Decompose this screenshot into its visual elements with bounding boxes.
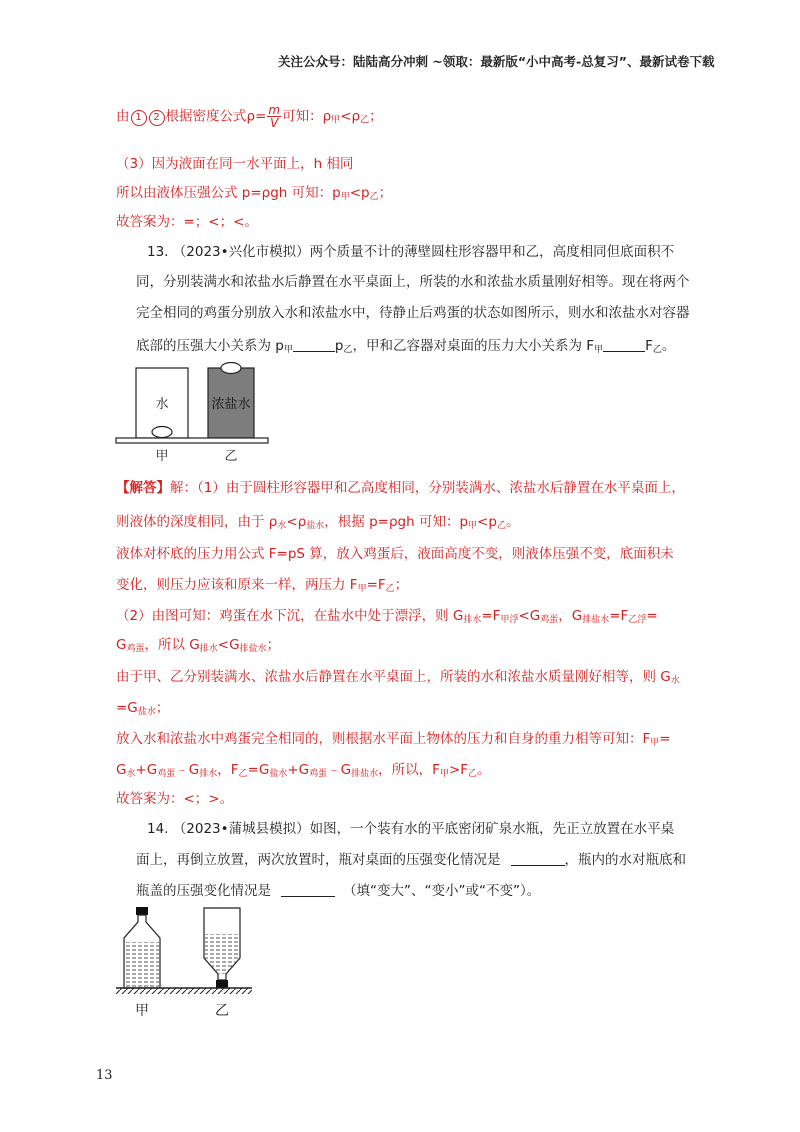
subscript: 鸡蛋 — [309, 769, 328, 779]
subscript: 排水 — [199, 644, 218, 654]
question-14-line: 14. （2023•蒲城县模拟）如图，一个装有水的平底密闭矿泉水瓶，先正立放置在水平桌 — [147, 821, 675, 837]
fraction — [267, 104, 281, 129]
text: 由于甲、乙分别装满水、浓盐水后静置在水平桌面上，所装的水和浓盐水质量刚好相等，则 G — [116, 669, 671, 685]
text: =F — [609, 608, 629, 624]
subscript: 乙 — [238, 769, 248, 779]
text: 面上，再倒立放置，两次放置时，瓶对桌面的压强变化情况是 — [136, 852, 501, 868]
subscript: 水 — [126, 769, 136, 779]
yi-label: 乙 — [215, 1003, 229, 1019]
page-number: 13 — [96, 1068, 113, 1083]
text: <G — [518, 608, 541, 624]
text: <ρ — [340, 108, 361, 125]
subscript: 水 — [670, 676, 680, 686]
subscript: 鸡蛋 — [157, 769, 176, 779]
text: =F — [481, 608, 501, 624]
solution-line — [116, 665, 680, 686]
text: ； — [378, 185, 393, 201]
text: 放入水和浓盐水中鸡蛋完全相同的，则根据水平面上物体的压力和自身的重力相等可知：F — [116, 731, 651, 747]
subscript: 甲 — [340, 192, 350, 202]
subscript: 排盐水 — [582, 615, 610, 625]
text: ； — [266, 637, 281, 653]
jia-label: 甲 — [155, 449, 169, 464]
text: ﹣G — [327, 762, 352, 778]
subscript: 排盐水 — [239, 644, 267, 654]
answer-line: 故答案为：=；<；<。 — [116, 214, 258, 230]
brine-label: 浓盐水 — [211, 397, 251, 412]
bottles-figure — [114, 900, 254, 1020]
question-13-line: 同，分别装满水和浓盐水后静置在水平桌面上，所装的水和浓盐水质量刚好相等。现在将两个 — [136, 274, 690, 290]
question-13-line: 13. （2023•兴化市模拟）两个质量不计的薄壁圆柱形容器甲和乙，高度相同但底面积不 — [147, 244, 675, 260]
subscript: 排盐水 — [351, 769, 379, 779]
question-13-line — [136, 334, 675, 355]
circled-number: 2 — [149, 110, 165, 126]
solution-line — [116, 573, 408, 594]
solution-line — [116, 696, 169, 717]
text: ； — [369, 108, 383, 125]
text: 变化，则压力应该和原来一样，两压力 F — [116, 577, 358, 593]
subscript: 甲 — [283, 345, 293, 355]
subscript: 甲 — [594, 345, 604, 355]
text: 。 — [477, 762, 491, 778]
bottle-cap — [136, 907, 148, 915]
subscript: 甲 — [468, 521, 478, 531]
table-surface — [116, 438, 268, 443]
subscript: 排水 — [199, 769, 218, 779]
subscript: 甲 — [357, 584, 367, 594]
subscript: 甲 — [650, 738, 660, 748]
text: <G — [217, 637, 240, 653]
subscript: 乙 — [385, 584, 395, 594]
text: =G — [116, 700, 138, 716]
jia-label: 甲 — [135, 1003, 149, 1019]
text: +G — [287, 762, 310, 778]
answer-blank[interactable] — [281, 884, 335, 897]
subscript: 甲 — [331, 115, 341, 126]
pressure-conclusion-line — [116, 181, 392, 202]
text: （填“变大”、“变小”或“不变”）。 — [343, 883, 541, 899]
text: +G — [135, 762, 158, 778]
answer-blank[interactable] — [293, 339, 335, 352]
reason-line: （3）因为液面在同一水平面上，h 相同 — [116, 156, 354, 172]
text: 可知：ρ — [282, 108, 332, 125]
sunken-egg — [152, 427, 172, 438]
text: 底部的压强大小关系为 p — [136, 338, 284, 354]
subscript: 乙浮 — [628, 615, 647, 625]
water-label: 水 — [155, 397, 169, 412]
subscript: 鸡蛋 — [126, 644, 145, 654]
solution-line — [116, 510, 519, 531]
inverted-water — [205, 934, 239, 974]
fraction-numerator: m — [268, 103, 281, 117]
text: p — [334, 338, 344, 354]
text: ，甲和乙容器对桌面的压力大小关系为 F — [352, 338, 595, 354]
text: 由 — [116, 108, 130, 125]
solution-line — [116, 604, 658, 625]
solution-line — [116, 476, 685, 496]
subscript: 水 — [277, 521, 287, 531]
subscript: 排水 — [463, 615, 482, 625]
text: = — [659, 731, 671, 747]
text: ，根据 p=ρgh 可知：p — [324, 514, 469, 530]
subscript: 甲浮 — [500, 615, 519, 625]
text: （2）由图可知：鸡蛋在水下沉，在盐水中处于漂浮，则 G — [116, 608, 464, 624]
solution-line — [116, 758, 491, 779]
answer-blank[interactable] — [603, 339, 645, 352]
text: ﹣G — [175, 762, 200, 778]
ground-hatch — [116, 988, 252, 994]
text: 则液体的深度相同，由于 ρ — [116, 514, 278, 530]
text: =G — [247, 762, 270, 778]
text: = — [646, 608, 658, 624]
text: 根据密度公式ρ= — [165, 108, 267, 125]
text: 所以由液体压强公式 p=ρgh 可知：p — [116, 185, 341, 201]
text: =F — [366, 577, 386, 593]
text: <p — [477, 514, 497, 530]
fraction-denominator: V — [270, 116, 279, 130]
floating-egg — [221, 363, 241, 374]
yi-label: 乙 — [224, 449, 238, 464]
text: ，瓶内的水对瓶底和 — [564, 852, 686, 868]
text: <p — [349, 185, 370, 201]
text: <ρ — [286, 514, 307, 530]
subscript: 乙 — [369, 192, 379, 202]
answer-line: 故答案为：<；>。 — [116, 791, 234, 807]
text: G — [116, 637, 127, 653]
subscript: 乙 — [343, 345, 353, 355]
solution-tag: 【解答】 — [116, 480, 170, 496]
subscript: 乙 — [652, 345, 662, 355]
text: G — [116, 762, 127, 778]
subscript: 鸡蛋 — [540, 615, 559, 625]
text: ； — [394, 577, 409, 593]
text: >F — [448, 762, 468, 778]
containers-figure — [114, 362, 284, 464]
subscript: 盐水 — [269, 769, 288, 779]
question-13-line: 完全相同的鸡蛋分别放入水和浓盐水中，待静止后鸡蛋的状态如图所示，则水和浓盐水对容器 — [136, 305, 690, 321]
solution-line — [116, 633, 280, 654]
question-14-line — [136, 879, 540, 899]
circled-number: 1 — [131, 110, 147, 126]
upright-water — [125, 942, 159, 987]
text: 。 — [505, 514, 520, 530]
subscript: 乙 — [496, 521, 506, 531]
subscript: 乙 — [467, 769, 477, 779]
text: ； — [155, 700, 170, 716]
solution-line — [116, 727, 671, 748]
text: F — [645, 338, 653, 354]
density-conclusion-line — [116, 104, 383, 129]
text: ，所以，F — [378, 762, 440, 778]
inverted-bottle-cap — [216, 980, 228, 988]
solution-line: 液体对杯底的压力用公式 F=pS 算，放入鸡蛋后，液面高度不变，则液体压强不变，底面积未 — [116, 546, 674, 562]
subscript: 盐水 — [137, 707, 156, 717]
subscript: 乙 — [360, 115, 370, 126]
subscript: 甲 — [439, 769, 449, 779]
page-header: 关注公众号：陆陆高分冲刺 ~领取：最新版“小中高考-总复习”、最新试卷下载 — [278, 54, 715, 69]
text: 瓶盖的压强变化情况是 — [136, 883, 271, 899]
subscript: 盐水 — [306, 521, 325, 531]
text: 。 — [661, 338, 676, 354]
question-14-line — [136, 848, 686, 868]
text: ，F — [217, 762, 239, 778]
text: ，G — [558, 608, 583, 624]
answer-blank[interactable] — [511, 853, 565, 866]
text: 解：（1）由于圆柱形容器甲和乙高度相同，分别装满水、浓盐水后静置在水平桌面上， — [170, 480, 685, 496]
text: ，所以 G — [144, 637, 200, 653]
